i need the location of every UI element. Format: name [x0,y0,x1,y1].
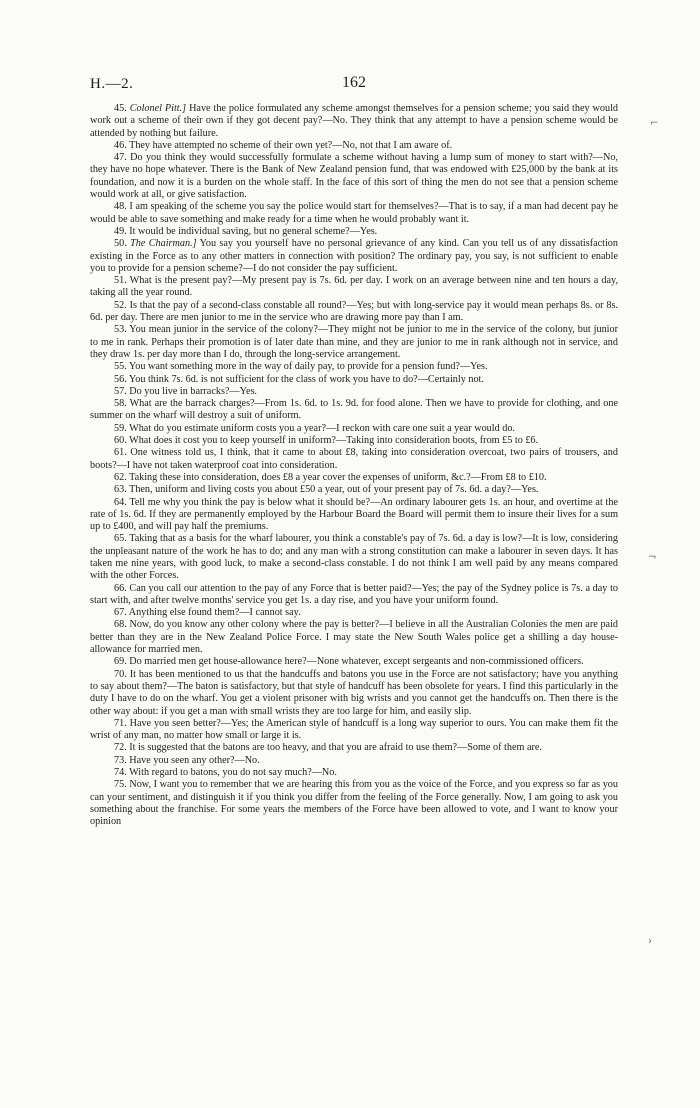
paragraph-text: 56. You think 7s. 6d. is not sufficient for the class of work you have to do?—Certainly not. [114,373,484,385]
testimony-paragraph [90,718,618,743]
margin-mark: ⌐ [650,118,659,129]
paragraph-text: 47. Do you think they would successfully formulate a scheme without having a lump sum of money to start with?—No, they have no hope whatever. There is the Bank of New Zealand pension fund, that was endowed with £25,000 by the bank at its foundation, and now it is a burden on the whole staff. In the face of this sort of thing the men do not see that a pension scheme would work at all, or give satisfaction. [90,152,618,201]
paragraph-text: 67. Anything else found them?—I cannot say. [114,607,301,619]
testimony-paragraph [90,497,618,534]
testimony-paragraph [90,324,618,361]
testimony-paragraph [90,103,618,140]
testimony-paragraph [90,533,618,582]
paragraph-text: 46. They have attempted no scheme of their own yet?—No, not that I am aware of. [114,139,453,151]
paragraph-text: 68. Now, do you know any other colony where the pay is better?—I believe in all the Australian Colonies the men are paid better than they are in the New Zealand Police Force. I may state the New South Wales police get a shilling a day house-allowance for married men. [90,619,618,656]
paragraph-text: 53. You mean junior in the service of the colony?—They might not be junior to me in the service of the colony, but junior to me in rank. Perhaps their promotion is of later date than mine, and they are junior to me in rank although not in service, and they draw 1s. per day more than I do, through the long-service arrangement. [90,324,618,360]
testimony-paragraph [90,423,618,435]
testimony-paragraph [90,619,618,656]
paragraph-text: 58. What are the barrack charges?—From 1s. 6d. to 1s. 9d. for food alone. Then we have to provide for clothing, and one summer on the wharf will destroy a suit of uniform. [90,398,618,422]
speaker-name: The Chairman.] [130,238,197,250]
testimony-paragraph [90,435,618,447]
paragraph-text: 72. It is suggested that the batons are too heavy, and that you are afraid to use them?—Some of them are. [114,742,542,754]
paragraph-text: 66. Can you call our attention to the pay of any Force that is better paid?—Yes; the pay of the Sydney police is 7s. a day to start with, and after twelve months' service you get 1s. a day rise, and you have your uniform found. [90,582,618,606]
testimony-paragraph [90,386,618,398]
paragraph-text: 59. What do you estimate uniform costs you a year?—I reckon with care one suit a year would do. [114,422,515,434]
paragraph-text: 49. It would be individual saving, but no general scheme?—Yes. [114,225,378,237]
testimony-paragraph [90,374,618,386]
paragraph-text: 60. What does it cost you to keep yourself in uniform?—Taking into consideration boots, from £5 to £6. [114,435,539,447]
paragraph-text: 55. You want something more in the way of daily pay, to provide for a pension fund?—Yes. [114,361,488,373]
testimony-body [90,103,618,829]
paragraph-text: 61. One witness told us, I think, that it came to about £8, taking into consideration overcoat, two pairs of trousers, and boots?—I have not taken waterproof coat into consideration. [90,447,618,471]
paragraph-text: 51. What is the present pay?—My present pay is 7s. 6d. per day. I work on an average between nine and ten hours a day, taking all the year round. [90,275,618,299]
testimony-paragraph [90,472,618,484]
paragraph-text: 69. Do married men get house-allowance here?—None whatever, except sergeants and non-commissioned officers. [114,656,584,668]
testimony-paragraph [90,583,618,608]
testimony-paragraph [90,779,618,828]
paragraph-text: 48. I am speaking of the scheme you say the police would start for themselves?—That is to say, if a man had decent pay he would be able to save something and make ready for a time when he would probably want it. [90,201,618,225]
question-number: 50. [114,238,131,250]
testimony-paragraph [90,767,618,779]
document-reference: H.—2. [90,76,134,92]
paragraph-text: 64. Tell me why you think the pay is below what it should be?—An ordinary labourer gets 1s. an hour, and overtime at the rate of 1s. 6d. If they are permanently employed by the Harbour Board the Board will permit them to insure their lives for a sum up to £400, and will pay half the premiums. [90,496,618,533]
paragraph-text: 70. It has been mentioned to us that the handcuffs and batons you use in the Force are not satisfactory; have you anything to say about them?—The baton is satisfactory, but that style of handcuff has been obsolete for years. I find this particularly in the duty I have to do on the wharf. You get a violent prisoner with big wrists and you cannot get the handcuffs on. Then there is the other way about: if you get a man with small wrists they are too large for him, and easily slip. [90,668,618,717]
margin-mark: ¬ [648,552,657,563]
question-number: 45. [114,103,130,114]
paragraph-text: 52. Is that the pay of a second-class constable all round?—Yes; but with long-service pay it would mean perhaps 8s. or 8s. 6d. per day. There are men junior to me in the service who are drawing more pay than I am. [90,299,618,324]
page-header [90,76,618,96]
page-number: 162 [342,74,366,91]
testimony-paragraph [90,238,618,275]
testimony-paragraph [90,275,618,300]
paragraph-text: 62. Taking these into consideration, does £8 a year cover the expenses of uniform, &c.?—From £8 to £10. [114,471,547,483]
testimony-paragraph [90,226,618,238]
testimony-paragraph [90,140,618,152]
paragraph-text: 73. Have you seen any other?—No. [114,754,260,766]
paragraph-text: 71. Have you seen better?—Yes; the American style of handcuff is a long way superior to ours. You can make them fit the wrist of any man, no matter how small or large it is. [90,717,618,742]
testimony-paragraph [90,398,618,423]
paragraph-text: 63. Then, uniform and living costs you about £50 a year, out of your present pay of 7s. 6d. a day?—Yes. [114,484,539,496]
testimony-paragraph [90,755,618,767]
testimony-paragraph [90,152,618,201]
paragraph-text: You say you yourself have no personal grievance of any kind. Can you tell us of any dissatisfaction existing in the Force as to any other matters in connection with position? The ordinary pay, you say, is not sufficient to enable you to provide for a pension scheme?—I do not consider the pay sufficient. [90,238,618,274]
speaker-name: Colonel Pitt.] [129,103,187,114]
testimony-paragraph [90,447,618,472]
margin-mark: › [648,936,652,947]
testimony-paragraph [90,607,618,619]
testimony-paragraph [90,669,618,718]
testimony-paragraph [90,742,618,754]
paragraph-text: 57. Do you live in barracks?—Yes. [114,385,257,397]
testimony-paragraph [90,361,618,373]
testimony-paragraph [90,656,618,668]
paragraph-text: 65. Taking that as a basis for the wharf labourer, you think a constable's pay of 7s. 6d. a day is low?—It is low, considering the unpleasant nature of the work he has to do; and any man with a strong constitution can make a labourer in seven days. It has taken me nine years, with good luck, to make a second-class constable. I do not think I am well paid by any means compared with the other Forces. [90,533,618,582]
paragraph-text: 75. Now, I want you to remember that we are hearing this from you as the voice of the Force, and you express so far as you can your sentiment, and distinguish it if you think you differ from the feeling of the Force generally. Now, I am going to ask you something about the franchise. For some years the members of the Force have been allowed to vote, and I want to know your opinion [90,779,618,828]
testimony-paragraph [90,484,618,496]
paragraph-text: Have the police formulated any scheme amongst themselves for a pension scheme; you said they would work out a scheme of their own if they got decent pay?—No. They think that any attempt to have a pension scheme would be attended by nothing but failure. [90,103,619,139]
testimony-paragraph [90,201,618,226]
paragraph-text: 74. With regard to batons, you do not say much?—No. [114,767,337,779]
testimony-paragraph [90,300,618,325]
